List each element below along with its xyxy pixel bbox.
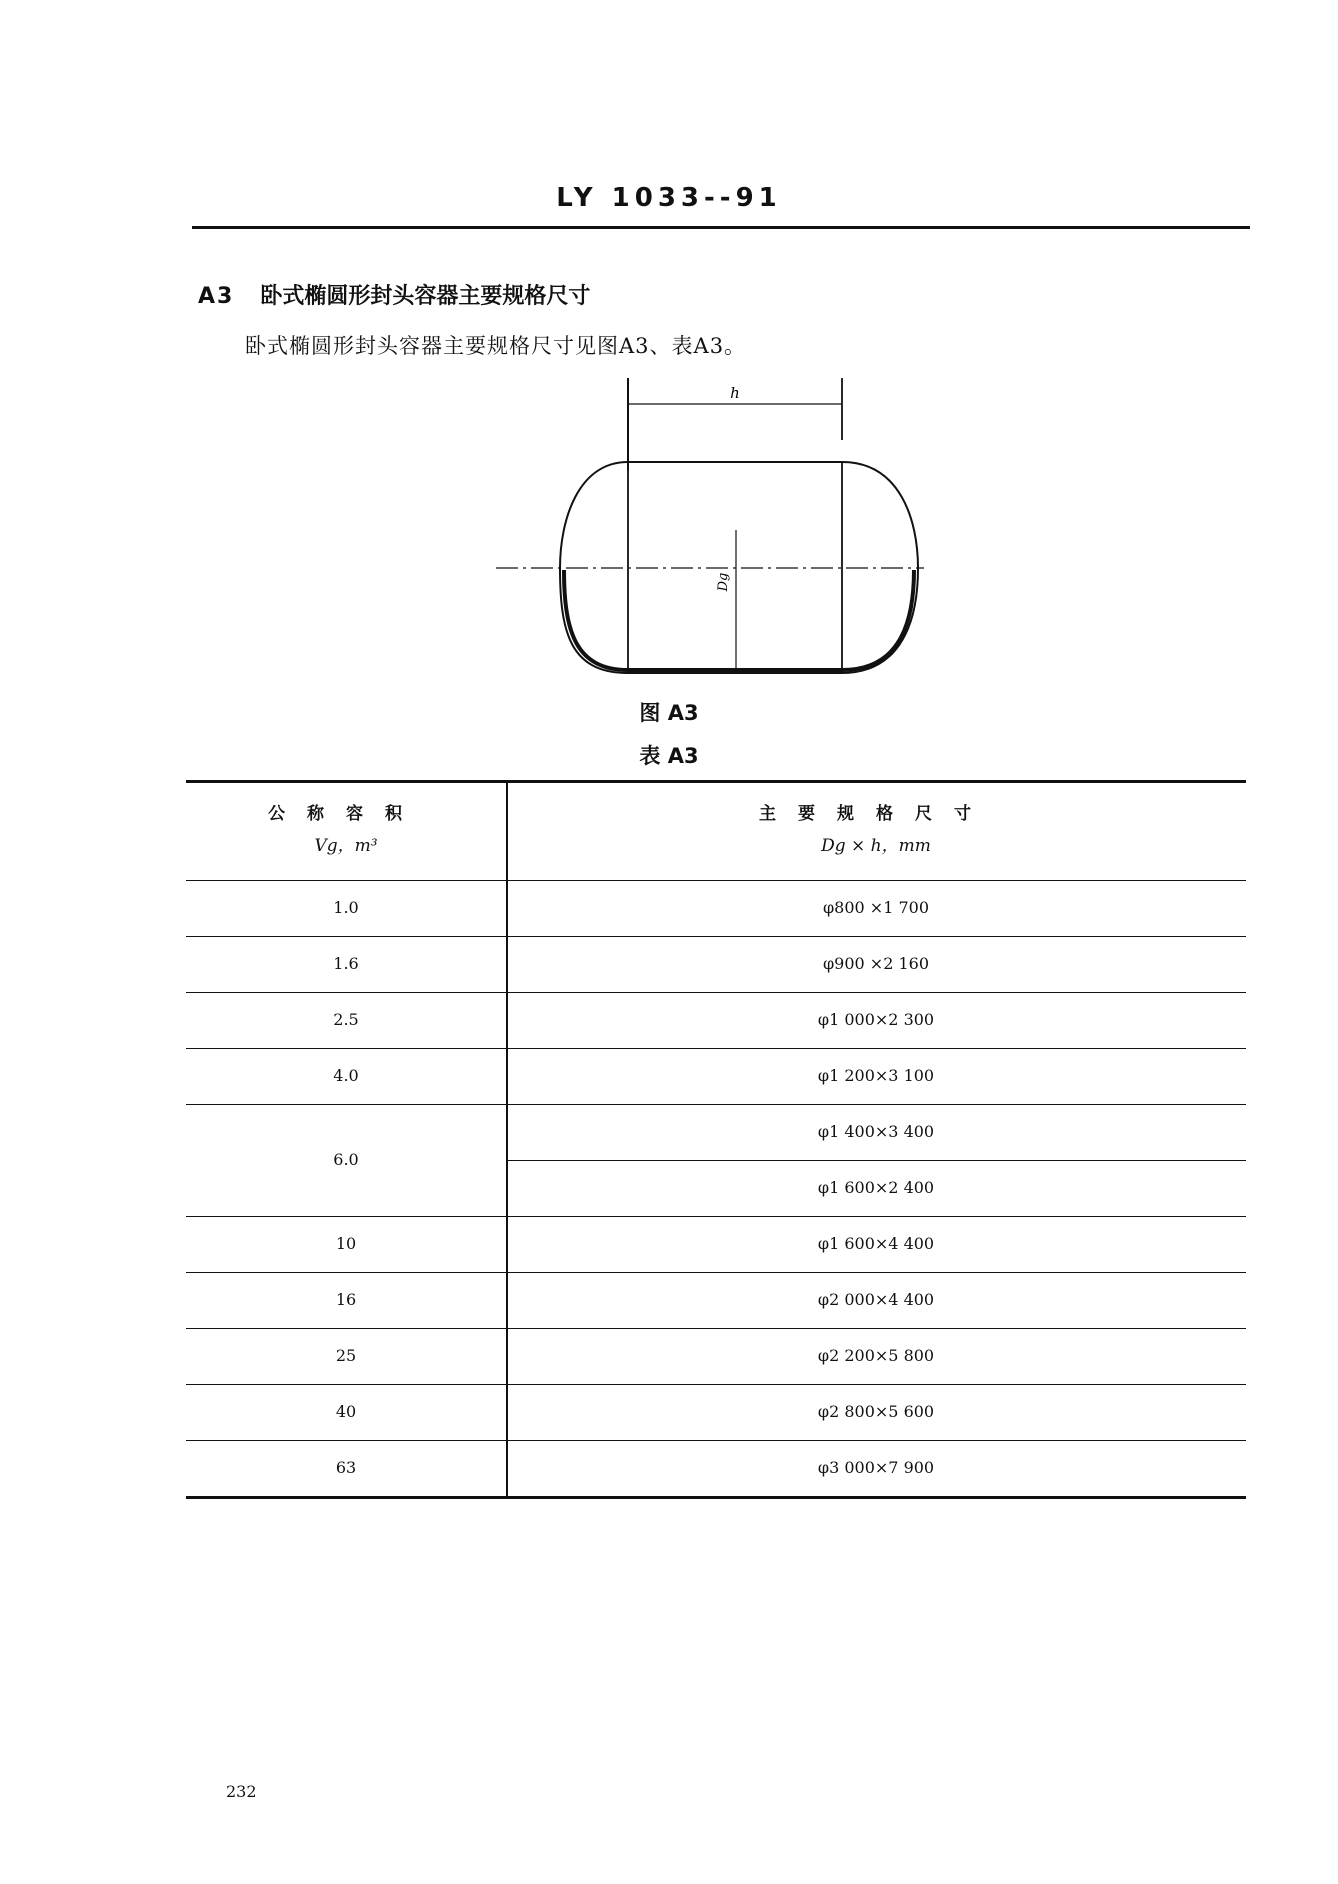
table-row bbox=[186, 1048, 1246, 1105]
table-caption: 表 A3 bbox=[639, 744, 699, 768]
cell-dimensions: φ900 ×2 160 bbox=[822, 954, 930, 973]
cell-dimensions: φ2 800×5 600 bbox=[817, 1402, 935, 1421]
cell-dimensions: φ1 200×3 100 bbox=[817, 1066, 935, 1085]
cell-dimensions: φ1 600×4 400 bbox=[817, 1234, 935, 1253]
cell-dimensions: φ2 200×5 800 bbox=[817, 1346, 935, 1365]
label-dg: Dg bbox=[716, 572, 731, 592]
header-volume bbox=[186, 798, 506, 862]
cell-dimensions: φ1 000×2 300 bbox=[817, 1010, 935, 1029]
cell-volume: 2.5 bbox=[333, 1010, 359, 1029]
table-row bbox=[186, 1384, 1246, 1441]
cell-volume: 6.0 bbox=[333, 1150, 359, 1169]
table-row bbox=[186, 1272, 1246, 1329]
page-number: 232 bbox=[226, 1782, 257, 1801]
cell-volume: 25 bbox=[335, 1346, 357, 1365]
header-dimensions bbox=[506, 798, 1246, 862]
table-row bbox=[186, 1104, 1246, 1217]
section-heading bbox=[198, 279, 590, 310]
table-row bbox=[186, 1328, 1246, 1385]
table-row bbox=[186, 992, 1246, 1049]
header-dimensions-unit: Dg × h，mm bbox=[821, 836, 931, 856]
header-volume-unit: Vg，m³ bbox=[314, 836, 378, 856]
header-rule bbox=[192, 226, 1250, 229]
intro-paragraph: 卧式椭圆形封头容器主要规格尺寸见图A3、表A3。 bbox=[245, 334, 747, 358]
cell-volume: 1.6 bbox=[333, 954, 359, 973]
cell-volume: 4.0 bbox=[333, 1066, 359, 1085]
cell-dimensions: φ800 ×1 700 bbox=[822, 898, 930, 917]
cell-dimensions: φ1 400×3 400 bbox=[817, 1122, 935, 1141]
section-title: 卧式椭圆形封头容器主要规格尺寸 bbox=[260, 284, 591, 309]
section-number: A3 bbox=[198, 284, 235, 309]
label-h: h bbox=[730, 384, 740, 402]
vessel-figure bbox=[480, 370, 940, 700]
table-row bbox=[186, 880, 1246, 937]
cell-dimensions: φ1 600×2 400 bbox=[817, 1178, 935, 1197]
cell-volume: 1.0 bbox=[333, 898, 359, 917]
sub-row-divider bbox=[506, 1160, 1246, 1161]
table-row bbox=[186, 936, 1246, 993]
cell-volume: 63 bbox=[335, 1458, 357, 1477]
cell-volume: 10 bbox=[335, 1234, 357, 1253]
cell-dimensions: φ3 000×7 900 bbox=[817, 1458, 935, 1477]
table-row bbox=[186, 1440, 1246, 1499]
figure-caption: 图 A3 bbox=[639, 701, 699, 725]
standard-code: LY 1033--91 bbox=[556, 183, 782, 213]
header-volume-label: 公称容积 bbox=[268, 804, 424, 824]
cell-dimensions: φ2 000×4 400 bbox=[817, 1290, 935, 1309]
header-dimensions-label: 主要规格尺寸 bbox=[759, 804, 993, 824]
table-column-divider bbox=[506, 780, 508, 1498]
cell-volume: 40 bbox=[335, 1402, 357, 1421]
cell-volume: 16 bbox=[335, 1290, 357, 1309]
table-header bbox=[186, 780, 1246, 881]
vessel-lower-shade bbox=[564, 570, 914, 670]
table-row bbox=[186, 1216, 1246, 1273]
